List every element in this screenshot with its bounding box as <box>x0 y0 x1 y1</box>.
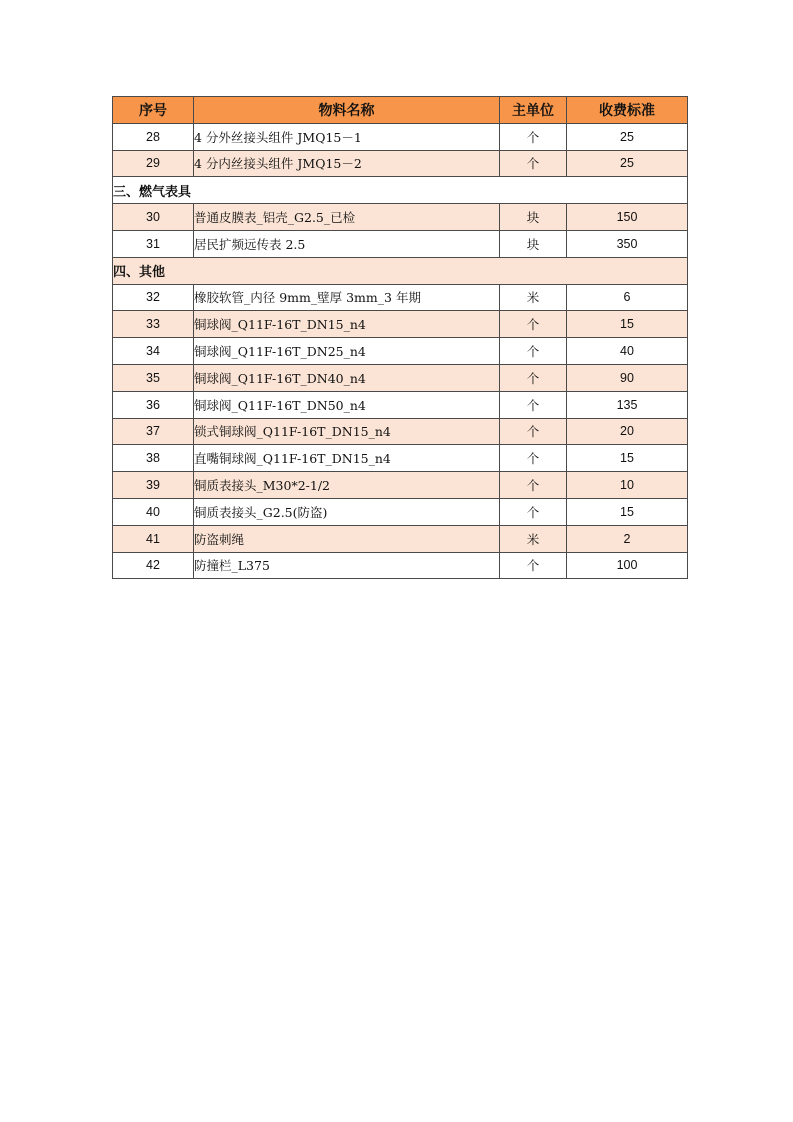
row-number: 32 <box>113 284 194 311</box>
material-name: 铜球阀_Q11F-16T_DN15_n4 <box>194 311 500 338</box>
table-row <box>113 472 688 499</box>
unit-cell: 个 <box>500 445 567 472</box>
unit-cell: 个 <box>500 311 567 338</box>
unit-cell: 个 <box>500 150 567 177</box>
material-name: 铜球阀_Q11F-16T_DN25_n4 <box>194 338 500 365</box>
table-row <box>113 525 688 552</box>
unit-cell: 米 <box>500 525 567 552</box>
material-name: 铜质表接头_G2.5(防盗) <box>194 498 500 525</box>
fee-cell: 6 <box>567 284 688 311</box>
table-row <box>113 552 688 579</box>
table-row <box>113 364 688 391</box>
fee-cell: 15 <box>567 445 688 472</box>
row-number: 36 <box>113 391 194 418</box>
row-number: 41 <box>113 525 194 552</box>
table-row <box>113 150 688 177</box>
unit-cell: 个 <box>500 552 567 579</box>
table-row <box>113 311 688 338</box>
row-number: 30 <box>113 204 194 231</box>
unit-cell: 块 <box>500 204 567 231</box>
section-title: 四、其他 <box>113 257 688 284</box>
row-number: 28 <box>113 123 194 150</box>
unit-cell: 个 <box>500 498 567 525</box>
table-row <box>113 204 688 231</box>
unit-cell: 块 <box>500 230 567 257</box>
table-row <box>113 284 688 311</box>
fee-cell: 15 <box>567 311 688 338</box>
material-name: 居民扩频远传表 2.5 <box>194 230 500 257</box>
material-name: 铜球阀_Q11F-16T_DN50_n4 <box>194 391 500 418</box>
header-name: 物料名称 <box>194 97 500 124</box>
unit-cell: 个 <box>500 338 567 365</box>
table-row <box>113 338 688 365</box>
fee-cell: 25 <box>567 123 688 150</box>
fee-cell: 150 <box>567 204 688 231</box>
table-row <box>113 498 688 525</box>
fee-cell: 10 <box>567 472 688 499</box>
row-number: 29 <box>113 150 194 177</box>
material-name: 铜球阀_Q11F-16T_DN40_n4 <box>194 364 500 391</box>
section-title: 三、燃气表具 <box>113 177 688 204</box>
table-body <box>113 123 688 579</box>
unit-cell: 个 <box>500 472 567 499</box>
fee-cell: 90 <box>567 364 688 391</box>
fee-cell: 40 <box>567 338 688 365</box>
section-row <box>113 177 688 204</box>
row-number: 38 <box>113 445 194 472</box>
material-name: 锁式铜球阀_Q11F-16T_DN15_n4 <box>194 418 500 445</box>
row-number: 42 <box>113 552 194 579</box>
table-row <box>113 230 688 257</box>
fee-cell: 20 <box>567 418 688 445</box>
table-header-row <box>113 97 688 124</box>
unit-cell: 个 <box>500 123 567 150</box>
fee-cell: 15 <box>567 498 688 525</box>
header-unit: 主单位 <box>500 97 567 124</box>
header-no: 序号 <box>113 97 194 124</box>
fee-cell: 135 <box>567 391 688 418</box>
unit-cell: 个 <box>500 418 567 445</box>
material-name: 铜质表接头_M30*2-1/2 <box>194 472 500 499</box>
fee-cell: 25 <box>567 150 688 177</box>
header-fee: 收费标准 <box>567 97 688 124</box>
material-name: 普通皮膜表_铝壳_G2.5_已检 <box>194 204 500 231</box>
row-number: 39 <box>113 472 194 499</box>
row-number: 40 <box>113 498 194 525</box>
fee-cell: 350 <box>567 230 688 257</box>
row-number: 35 <box>113 364 194 391</box>
fee-table <box>112 96 688 579</box>
table-row <box>113 123 688 150</box>
row-number: 37 <box>113 418 194 445</box>
material-name: 橡胶软管_内径 9mm_壁厚 3mm_3 年期 <box>194 284 500 311</box>
unit-cell: 个 <box>500 391 567 418</box>
table-row <box>113 418 688 445</box>
section-row <box>113 257 688 284</box>
row-number: 33 <box>113 311 194 338</box>
material-name: 直嘴铜球阀_Q11F-16T_DN15_n4 <box>194 445 500 472</box>
material-name: 4 分内丝接头组件 JMQ15－2 <box>194 150 500 177</box>
material-name: 4 分外丝接头组件 JMQ15－1 <box>194 123 500 150</box>
unit-cell: 个 <box>500 364 567 391</box>
material-name: 防盗刺绳 <box>194 525 500 552</box>
unit-cell: 米 <box>500 284 567 311</box>
material-name: 防撞栏_L375 <box>194 552 500 579</box>
table-row <box>113 391 688 418</box>
fee-cell: 2 <box>567 525 688 552</box>
row-number: 34 <box>113 338 194 365</box>
table-row <box>113 445 688 472</box>
row-number: 31 <box>113 230 194 257</box>
fee-cell: 100 <box>567 552 688 579</box>
